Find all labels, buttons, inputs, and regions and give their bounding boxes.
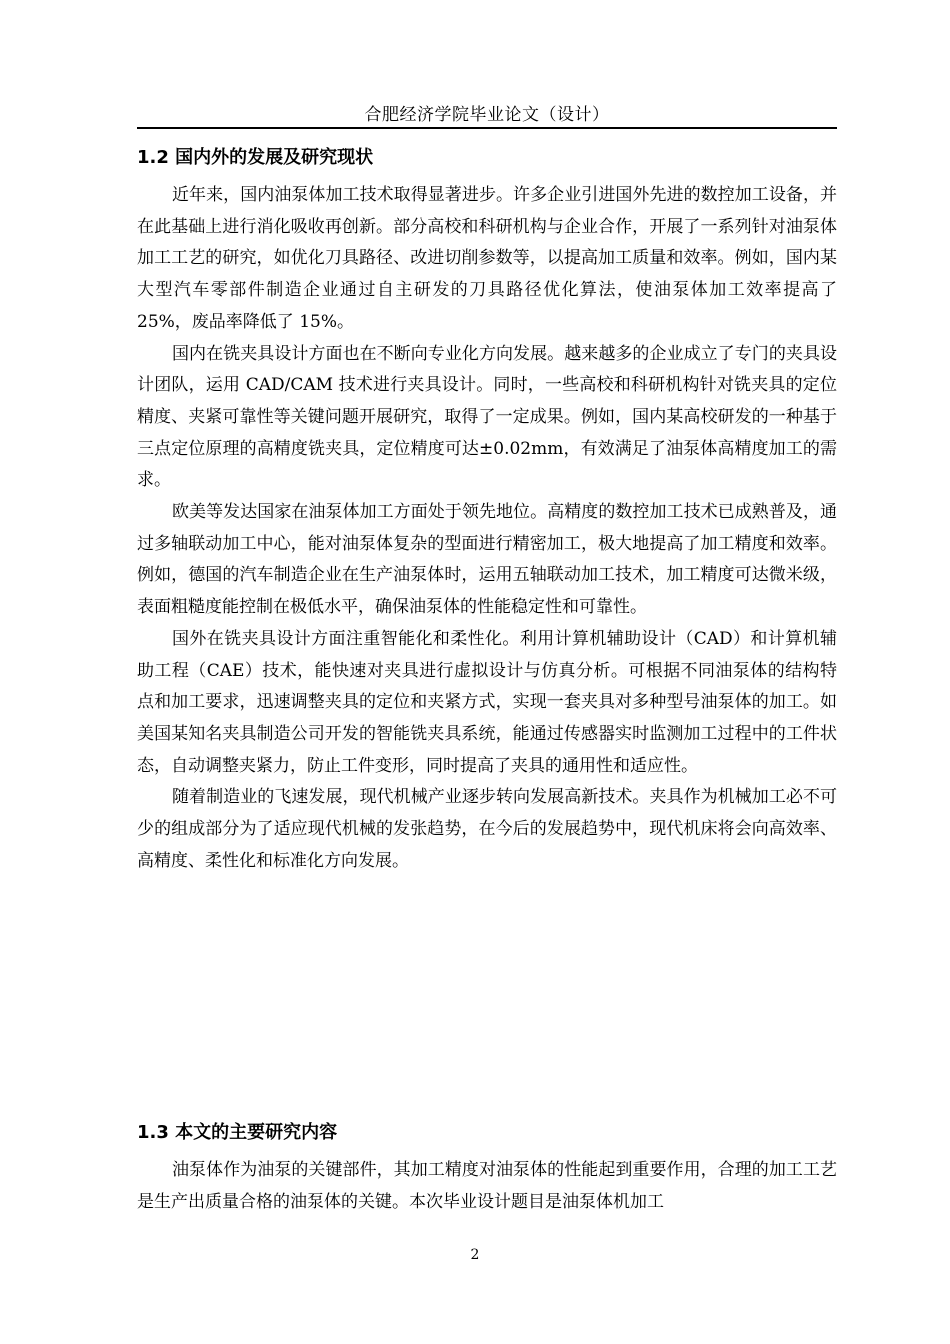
section-heading-1-3: 1.3 本文的主要研究内容 bbox=[137, 1122, 338, 1143]
header-divider bbox=[137, 127, 837, 129]
section-body-1-2 bbox=[137, 180, 837, 877]
paragraph: 油泵体作为油泵的关键部件，其加工精度对油泵体的性能起到重要作用，合理的加工工艺是生产出质量合格的油泵体的关键。本次毕业设计题目是油泵体机加工 bbox=[137, 1160, 837, 1212]
page-header-title: 合肥经济学院毕业论文（设计） bbox=[364, 105, 610, 125]
section-heading-1-2: 1.2 国内外的发展及研究现状 bbox=[137, 147, 374, 168]
paragraph: 近年来，国内油泵体加工技术取得显著进步。许多企业引进国外先进的数控加工设备，并在此基础上进行消化吸收再创新。部分高校和科研机构与企业合作，开展了一系列针对油泵体加工工艺的研究，如优化刀具路径、改进切削参数等，以提高加工质量和效率。例如，国内某大型汽车零部件制造企业通过自主研发的刀具路径优化算法，使油泵体加工效率提高了 25%，废品率降低了 15%。 bbox=[137, 185, 837, 332]
page-number: 2 bbox=[470, 1247, 480, 1263]
section-body-1-3 bbox=[137, 1155, 837, 1218]
paragraph: 随着制造业的飞速发展，现代机械产业逐步转向发展高新技术。夹具作为机械加工必不可少的组成部分为了适应现代机械的发张趋势，在今后的发展趋势中，现代机床将会向高效率、高精度、柔性化和标准化方向发展。 bbox=[137, 787, 837, 871]
paragraph: 欧美等发达国家在油泵体加工方面处于领先地位。高精度的数控加工技术已成熟普及，通过多轴联动加工中心，能对油泵体复杂的型面进行精密加工，极大地提高了加工精度和效率。例如，德国的汽车制造企业在生产油泵体时，运用五轴联动加工技术，加工精度可达微米级，表面粗糙度能控制在极低水平，确保油泵体的性能稳定性和可靠性。 bbox=[137, 502, 837, 618]
paragraph: 国外在铣夹具设计方面注重智能化和柔性化。利用计算机辅助设计（CAD）和计算机辅助工程（CAE）技术，能快速对夹具进行虚拟设计与仿真分析。可根据不同油泵体的结构特点和加工要求，迅速调整夹具的定位和夹紧方式，实现一套夹具对多种型号油泵体的加工。如美国某知名夹具制造公司开发的智能铣夹具系统，能通过传感器实时监测加工过程中的工件状态，自动调整夹紧力，防止工件变形，同时提高了夹具的通用性和适应性。 bbox=[137, 628, 837, 776]
paragraph: 国内在铣夹具设计方面也在不断向专业化方向发展。越来越多的企业成立了专门的夹具设计团队，运用 CAD/CAM 技术进行夹具设计。同时，一些高校和科研机构针对铣夹具的定位精度、夹紧可靠性等关键问题开展研究，取得了一定成果。例如，国内某高校研发的一种基于三点定位原理的高精度铣夹具，定位精度可达±0.02mm，有效满足了油泵体高精度加工的需求。 bbox=[137, 343, 837, 491]
